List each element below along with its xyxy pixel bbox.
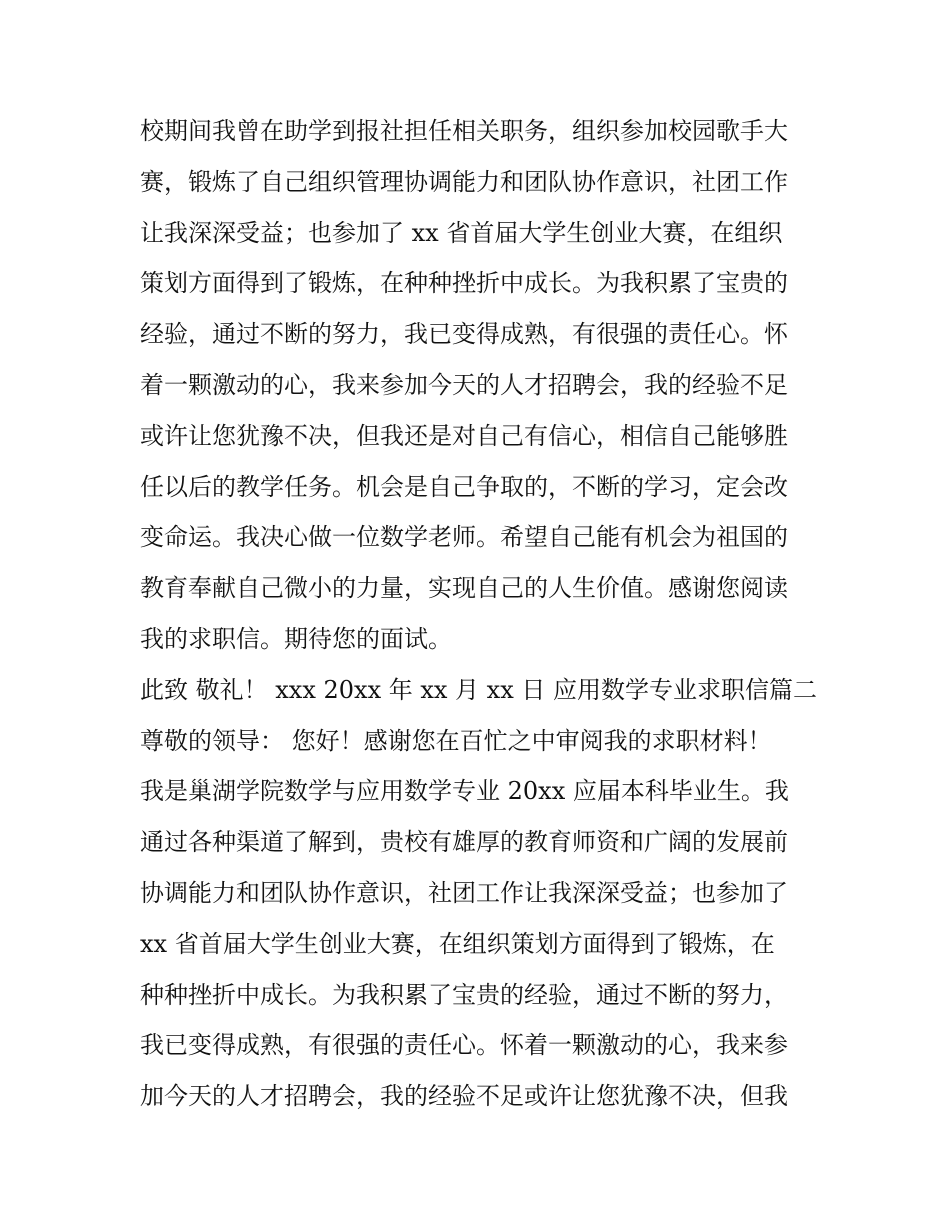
text-line: 赛，锻炼了自己组织管理协调能力和团队协作意识，社团工作: [140, 167, 788, 196]
text-line: 策划方面得到了锻炼，在种种挫折中成长。为我积累了宝贵的: [140, 269, 788, 298]
text-line: 变命运。我决心做一位数学老师。希望自己能有机会为祖国的: [140, 523, 788, 552]
text-line: 校期间我曾在助学到报社担任相关职务，组织参加校园歌手大: [140, 117, 788, 145]
body-text: [140, 106, 830, 1122]
text-line: 让我深深受益；也参加了 xx 省首届大学生创业大赛，在组织: [140, 218, 783, 247]
text-line: 我是巢湖学院数学与应用数学专业 20xx 应届本科毕业生。我: [140, 777, 789, 806]
text-line: 此致 敬礼！ xxx 20xx 年 xx 月 xx 日 应用数学专业求职信篇二: [140, 675, 818, 704]
text-line: 教育奉献自己微小的力量，实现自己的人生价值。感谢您阅读: [140, 574, 788, 603]
text-line: 着一颗激动的心，我来参加今天的人才招聘会，我的经验不足: [140, 370, 788, 399]
text-line: 任以后的教学任务。机会是自己争取的，不断的学习，定会改: [140, 472, 788, 501]
text-line: 尊敬的领导： 您好！感谢您在百忙之中审阅我的求职材料！: [140, 726, 772, 755]
text-line: 经验，通过不断的努力，我已变得成熟，有很强的责任心。怀: [140, 320, 788, 349]
text-line: 协调能力和团队协作意识，社团工作让我深深受益；也参加了: [140, 878, 788, 907]
text-line: 我已变得成熟，有很强的责任心。怀着一颗激动的心，我来参: [140, 1031, 788, 1060]
text-line: 通过各种渠道了解到，贵校有雄厚的教育师资和广阔的发展前: [140, 828, 788, 857]
text-line: 我的求职信。期待您的面试。: [140, 624, 452, 653]
text-line: 加今天的人才招聘会，我的经验不足或许让您犹豫不决，但我: [140, 1082, 788, 1111]
text-line: 种种挫折中成长。为我积累了宝贵的经验，通过不断的努力，: [140, 980, 788, 1009]
text-line: xx 省首届大学生创业大赛，在组织策划方面得到了锻炼，在: [140, 929, 775, 958]
text-line: 或许让您犹豫不决，但我还是对自己有信心，相信自己能够胜: [140, 421, 788, 450]
